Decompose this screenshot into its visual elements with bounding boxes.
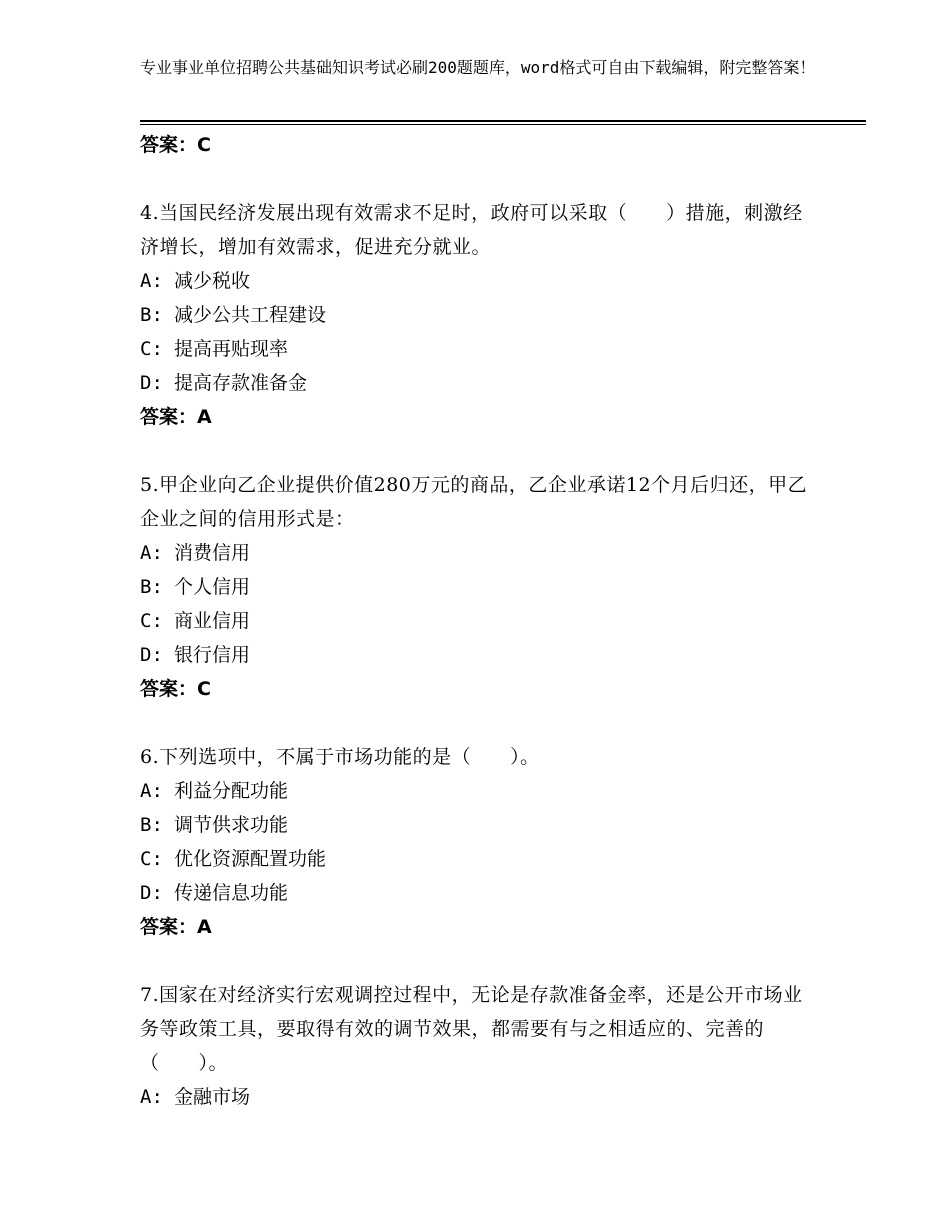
option-d — [140, 366, 820, 400]
option-c — [140, 604, 820, 638]
option-b — [140, 808, 820, 842]
answer-label: 答案： — [140, 678, 198, 700]
option-text: 金融市场 — [174, 1086, 251, 1108]
spacer — [140, 162, 820, 196]
option-text: 提高存款准备金 — [174, 372, 308, 394]
option-text: 优化资源配置功能 — [174, 848, 327, 870]
answer-value: C — [197, 678, 211, 700]
option-a — [140, 774, 820, 808]
spacer — [140, 434, 820, 468]
answer-line — [140, 672, 820, 706]
answer-line — [140, 400, 820, 434]
option-letter: D: — [140, 882, 163, 904]
option-letter: C: — [140, 338, 163, 360]
question-block — [140, 740, 820, 944]
question-block — [140, 468, 820, 706]
question-text: 7.国家在对经济实行宏观调控过程中，无论是存款准备金率，还是公开市场业务等政策工具，要取得有效的调节效果，都需要有与之相适应的、完善的（ ）。 — [140, 984, 803, 1074]
answer-label: 答案： — [140, 134, 198, 156]
header-divider-thin — [140, 124, 866, 125]
option-text: 提高再贴现率 — [174, 338, 289, 360]
option-a — [140, 1080, 820, 1114]
spacer — [140, 944, 820, 978]
option-b — [140, 298, 820, 332]
option-text: 商业信用 — [174, 610, 251, 632]
header-divider-thick — [140, 120, 866, 122]
answer-label: 答案： — [140, 916, 198, 938]
question-list — [140, 128, 820, 1114]
option-text: 减少公共工程建设 — [174, 304, 327, 326]
option-letter: A: — [140, 542, 163, 564]
answer-label: 答案： — [140, 406, 198, 428]
option-letter: A: — [140, 270, 163, 292]
option-letter: A: — [140, 1086, 163, 1108]
option-letter: C: — [140, 610, 163, 632]
header-divider — [140, 120, 866, 126]
option-text: 消费信用 — [174, 542, 251, 564]
option-letter: C: — [140, 848, 163, 870]
option-text: 银行信用 — [174, 644, 251, 666]
question-block — [140, 978, 820, 1114]
option-b — [140, 570, 820, 604]
option-text: 调节供求功能 — [174, 814, 289, 836]
option-letter: B: — [140, 576, 163, 598]
question-text: 4.当国民经济发展出现有效需求不足时，政府可以采取（ ）措施，刺激经济增长，增加有效需求，促进充分就业。 — [140, 202, 803, 258]
answer-value: A — [197, 916, 212, 938]
option-text: 减少税收 — [174, 270, 251, 292]
question-text: 6.下列选项中，不属于市场功能的是（ ）。 — [140, 746, 540, 768]
option-text: 个人信用 — [174, 576, 251, 598]
option-letter: B: — [140, 814, 163, 836]
header-title: 专业事业单位招聘公共基础知识考试必刷200题题库，word格式可自由下载编辑，附完整答案！ — [140, 58, 816, 77]
option-letter: A: — [140, 780, 163, 802]
answer-value: C — [197, 134, 211, 156]
option-d — [140, 876, 820, 910]
answer-value: A — [197, 406, 212, 428]
answer-line — [140, 128, 820, 162]
question-block — [140, 196, 820, 434]
option-letter: B: — [140, 304, 163, 326]
page-header — [140, 56, 820, 80]
spacer — [140, 706, 820, 740]
option-letter: D: — [140, 644, 163, 666]
option-c — [140, 332, 820, 366]
option-text: 利益分配功能 — [174, 780, 289, 802]
option-d — [140, 638, 820, 672]
question-text: 5.甲企业向乙企业提供价值280万元的商品，乙企业承诺12个月后归还，甲乙企业之间的信用形式是： — [140, 474, 808, 530]
option-a — [140, 536, 820, 570]
answer-line — [140, 910, 820, 944]
option-letter: D: — [140, 372, 163, 394]
option-text: 传递信息功能 — [174, 882, 289, 904]
option-a — [140, 264, 820, 298]
option-c — [140, 842, 820, 876]
